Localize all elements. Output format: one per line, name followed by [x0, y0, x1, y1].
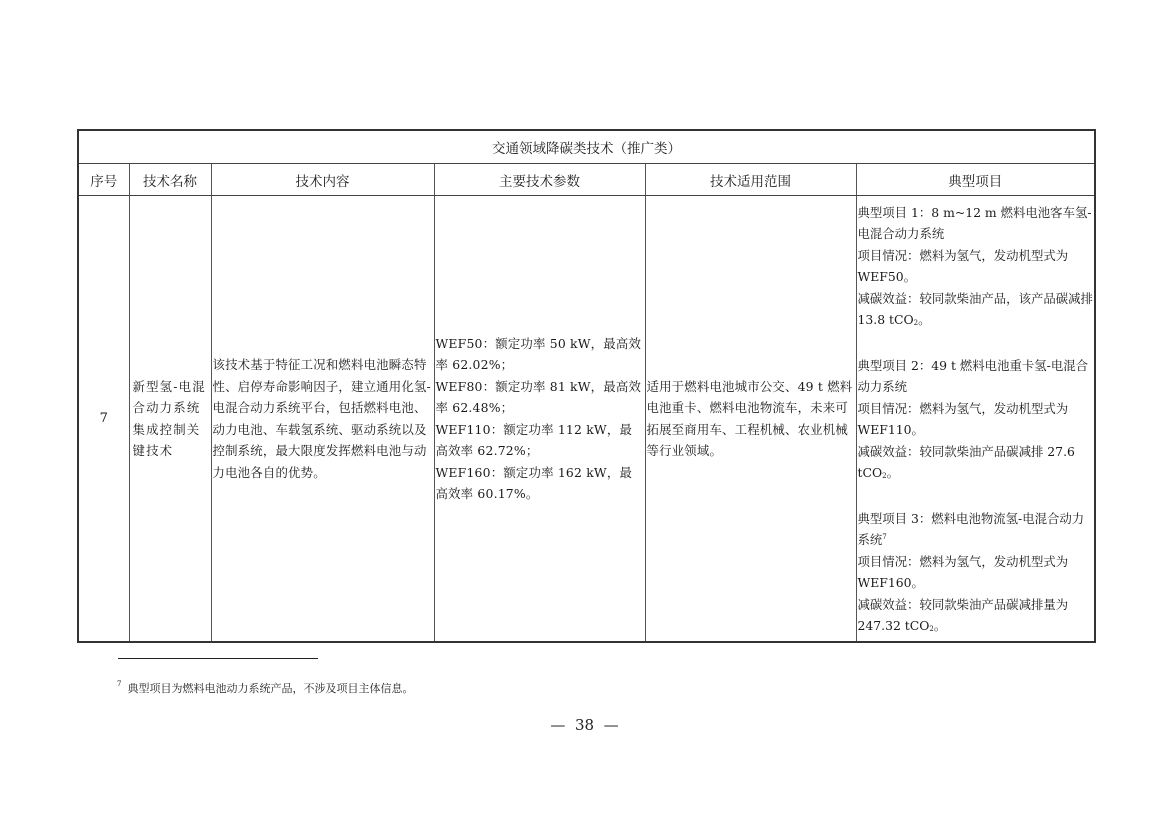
co2-subscript: 2: [882, 472, 887, 480]
table-header-row: [78, 164, 1095, 196]
co2-subscript: 2: [913, 319, 919, 327]
project-3: [858, 508, 1094, 640]
header-typical-projects: 典型项目: [856, 164, 1095, 196]
cell-tech-name: 新型氢-电混合动力系统集成控制关键技术: [129, 196, 211, 643]
footnote-divider: [118, 658, 318, 659]
project-3-benefit: [858, 594, 1094, 640]
footnote-ref[interactable]: 7: [882, 532, 887, 541]
table-row: [78, 196, 1095, 643]
benefit-end: 。: [933, 618, 947, 633]
header-tech-content: 技术内容: [211, 164, 434, 196]
benefit-text: 减碳效益：较同款柴油产品碳减排 27.6 tCO: [857, 443, 1075, 480]
header-main-params: 主要技术参数: [434, 164, 645, 196]
cell-scope: 适用于燃料电池城市公交、49 t 燃料电池重卡、燃料电池物流车，未来可拓展至商用车、工程机械、农业机械等行业领域。: [645, 196, 856, 643]
project-1-benefit: [858, 288, 1094, 334]
param-wef80: WEF80：额定功率 81 kW，最高效率 62.48%；: [435, 378, 642, 415]
project-2-benefit: [858, 441, 1094, 487]
project-3-title-text: 典型项目 3：燃料电池物流氢-电混合动力系统: [857, 510, 1085, 547]
header-tech-name: 技术名称: [129, 164, 211, 196]
project-1-situation: 项目情况：燃料为氢气，发动机型式为 WEF50。: [857, 247, 1069, 284]
project-3-title: [858, 508, 1094, 551]
page-number: — 38 —: [550, 716, 619, 734]
header-seq: 序号: [78, 164, 129, 196]
benefit-text: 减碳效益：较同款柴油产品，该产品碳减排 13.8 tCO: [857, 290, 1093, 327]
cell-main-params: [434, 196, 645, 643]
param-wef50: WEF50：额定功率 50 kW，最高效率 62.02%；: [435, 335, 642, 372]
project-3-situation: 项目情况：燃料为氢气，发动机型式为 WEF160。: [857, 553, 1069, 590]
footnote-text: 典型项目为燃料电池动力系统产品，不涉及项目主体信息。: [127, 682, 414, 695]
cell-seq: 7: [78, 196, 129, 643]
table-title: 交通领域降碳类技术（推广类）: [78, 130, 1095, 164]
co2-subscript: 2: [929, 625, 934, 633]
project-1-title: 典型项目 1：8 m~12 m 燃料电池客车氢-电混合动力系统: [857, 204, 1092, 241]
cell-typical-projects: [856, 196, 1095, 643]
tech-table: [77, 129, 1096, 643]
project-1: [858, 202, 1094, 334]
cell-tech-content: 该技术基于特征工况和燃料电池瞬态特性、启停寿命影响因子，建立通用化氢-电混合动力系统平台，包括燃料电池、动力电池、车载氢系统、驱动系统以及控制系统，最大限度发挥燃料电池与动力电池各自的优势。: [211, 196, 434, 643]
benefit-end: 。: [886, 465, 899, 480]
project-2: [858, 355, 1094, 487]
project-2-title: 典型项目 2：49 t 燃料电池重卡氢-电混合动力系统: [857, 357, 1088, 394]
footnote: [117, 680, 413, 696]
param-wef160: WEF160：额定功率 162 kW，最高效率 60.17%。: [435, 464, 633, 501]
benefit-text: 减碳效益：较同款柴油产品碳减排量为 247.32 tCO: [857, 596, 1069, 633]
footnote-number: 7: [117, 680, 122, 688]
table-title-row: [78, 130, 1095, 164]
project-2-situation: 项目情况：燃料为氢气，发动机型式为 WEF110。: [857, 400, 1069, 437]
benefit-end: 。: [918, 312, 931, 327]
header-scope: 技术适用范围: [645, 164, 856, 196]
param-wef110: WEF110：额定功率 112 kW，最高效率 62.72%；: [435, 421, 633, 458]
